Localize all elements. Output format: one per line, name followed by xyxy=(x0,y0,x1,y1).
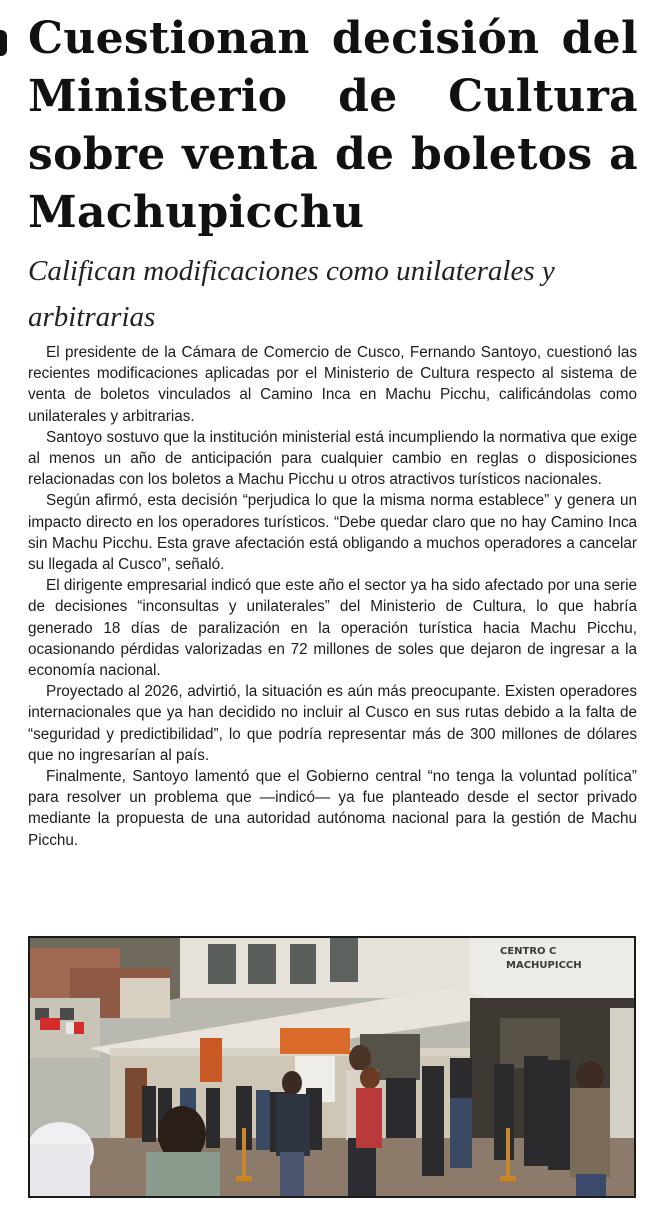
article-paragraph: Santoyo sostuvo que la institución ministerial está incumpliendo la normativa que exige al menos un año de anticipación para cualquier cambio en reglas o disposiciones relacionadas con los boletos a Machu Picchu u otros atractivos turísticos nacionales. xyxy=(28,428,637,489)
article-body xyxy=(28,342,637,851)
article-paragraph: Proyectado al 2026, advirtió, la situación es aún más preocupante. Existen operadores internacionales que ya han decidido no incluir al Cusco en sus rutas debido a la falta de “seguridad y predictibilidad”, lo que podría representar más de 300 millones de dólares que no ingresarían al país. xyxy=(28,683,637,764)
page-edge-mark xyxy=(0,30,7,56)
news-photo xyxy=(28,936,636,1198)
sign-line-2: MACHUPICCH xyxy=(506,960,582,971)
photo-scene xyxy=(30,938,634,1196)
article-paragraph: Finalmente, Santoyo lamentó que el Gobierno central “no tenga la voluntad política” para resolver un problema que —indicó— ya fue planteado desde el sector privado mediante la propuesta de una autoridad autónoma nacional para la gestión de Machu Picchu. xyxy=(28,768,637,849)
article-paragraph: Según afirmó, esta decisión “perjudica lo que la misma norma establece” y genera un impacto directo en los operadores turísticos. “Debe quedar claro que no hay Camino Inca sin Machu Picchu. Esta grave afectación está obligando a muchos operadores a cancelar su llegada al Cusco”, señaló. xyxy=(28,492,637,574)
subheadline: Califican modificaciones como unilaterales y arbitrarias xyxy=(28,255,555,333)
sign-line-1: CENTRO C xyxy=(500,946,557,957)
headline: Cuestionan decisión del Ministerio de Cultura sobre venta de boletos a Machupicchu xyxy=(28,13,638,238)
article-paragraph: El presidente de la Cámara de Comercio de Cusco, Fernando Santoyo, cuestionó las recientes modificaciones aplicadas por el Ministerio de Cultura respecto al sistema de venta de boletos vinculados al Camino Inca en Machu Picchu, calificándolas como unilaterales y arbitrarias. xyxy=(28,344,637,425)
article-paragraph: El dirigente empresarial indicó que este año el sector ya ha sido afectado por una serie de decisiones “inconsultas y unilaterales” del Ministerio de Cultura, lo que habría generado 18 días de paralización en la operación turística hacia Machu Picchu, ocasionando pérdidas valorizadas en 72 millones de soles que dejaron de ingresar a la economía nacional. xyxy=(28,577,637,680)
